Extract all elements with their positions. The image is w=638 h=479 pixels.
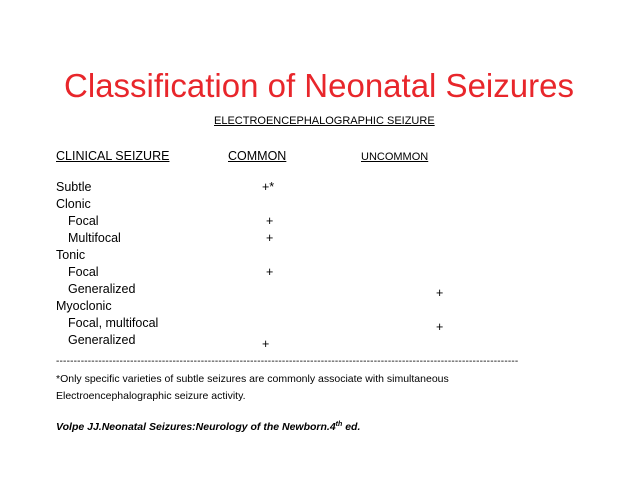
slide-title: Classification of Neonatal Seizures [64, 67, 574, 104]
column-header-clinical-seizure: CLINICAL SEIZURE [56, 149, 170, 163]
row-label-tonic-generalized: Generalized [68, 282, 136, 296]
mark-tonic-focal-common: + [266, 265, 274, 279]
row-label-myoclonic: Myoclonic [56, 299, 112, 313]
column-header-common: COMMON [228, 149, 287, 163]
mark-clonic-focal-common: + [266, 214, 274, 228]
row-label-clonic-focal: Focal [68, 214, 99, 228]
mark-myoclonic-generalized-common: + [262, 337, 270, 351]
mark-subtle-common: +* [262, 180, 275, 194]
row-label-clonic: Clonic [56, 197, 91, 211]
mark-myoclonic-focal-multifocal-uncommon: + [436, 320, 444, 334]
reference-suffix: ed. [342, 421, 361, 433]
mark-tonic-generalized-uncommon: + [436, 286, 444, 300]
footnote-line-2: Electroencephalographic seizure activity. [56, 390, 246, 402]
row-label-subtle: Subtle [56, 180, 92, 194]
row-label-myoclonic-focal-multifocal: Focal, multifocal [68, 316, 159, 330]
reference-superscript: th [335, 421, 343, 428]
mark-clonic-multifocal-common: + [266, 231, 274, 245]
row-label-tonic-focal: Focal [68, 265, 99, 279]
row-label-clonic-multifocal: Multifocal [68, 231, 121, 245]
reference-text: Volpe JJ.Neonatal Seizures:Neurology of the Newborn.4 [56, 421, 336, 433]
row-label-tonic: Tonic [56, 248, 86, 262]
footnote-line-1: *Only specific varieties of subtle seizures are commonly associate with simultaneous [56, 373, 449, 385]
dashed-divider: ----------------------------------------------------------------------------------------------------------------------------------- [56, 356, 519, 367]
column-header-uncommon: UNCOMMON [361, 151, 429, 163]
eeg-seizure-header: ELECTROENCEPHALOGRAPHIC SEIZURE [214, 115, 435, 127]
row-label-myoclonic-generalized: Generalized [68, 333, 136, 347]
reference-citation [56, 420, 360, 434]
